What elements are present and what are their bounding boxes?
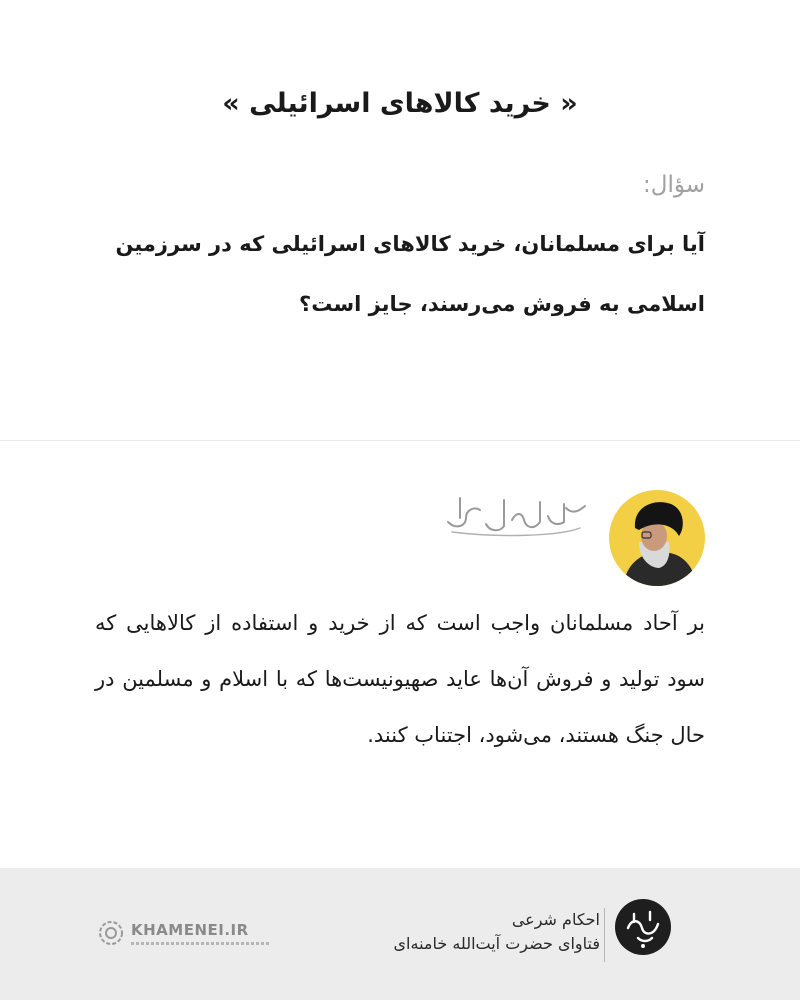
site-name: KHAMENEI.IR bbox=[131, 921, 249, 939]
post-title: « خرید کالاهای اسرائیلی » bbox=[222, 88, 578, 119]
footer-caption bbox=[394, 908, 600, 956]
portrait-avatar bbox=[609, 490, 705, 586]
site-emblem-icon bbox=[97, 919, 125, 947]
site-tagline-decoration bbox=[131, 942, 271, 945]
footer-line-1: احکام شرعی bbox=[511, 910, 600, 929]
answer-text: بر آحاد مسلمانان واجب است که از خرید و استفاده از کالاهایی که سود تولید و فروش آن‌ها عاید صهیونیست‌ها که با اسلام و مسلمین در حال جنگ هستند، می‌شود، اجتناب کنند. bbox=[95, 611, 705, 747]
series-circle-logo bbox=[614, 898, 672, 956]
section-divider bbox=[0, 440, 800, 441]
footer-line-2: فتاوای حضرت آیت‌الله خامنه‌ای bbox=[393, 934, 600, 953]
footer-bar bbox=[0, 868, 800, 1000]
footer-separator bbox=[604, 908, 605, 962]
question-text: آیا برای مسلمانان، خرید کالاهای اسرائیلی که در سرزمین اسلامی به فروش می‌رسند، جایز است؟ bbox=[115, 232, 705, 316]
question-label: سؤال: bbox=[642, 172, 705, 198]
khamenei-ir-logo[interactable] bbox=[97, 915, 271, 951]
bismillah-calligraphy bbox=[440, 492, 590, 542]
